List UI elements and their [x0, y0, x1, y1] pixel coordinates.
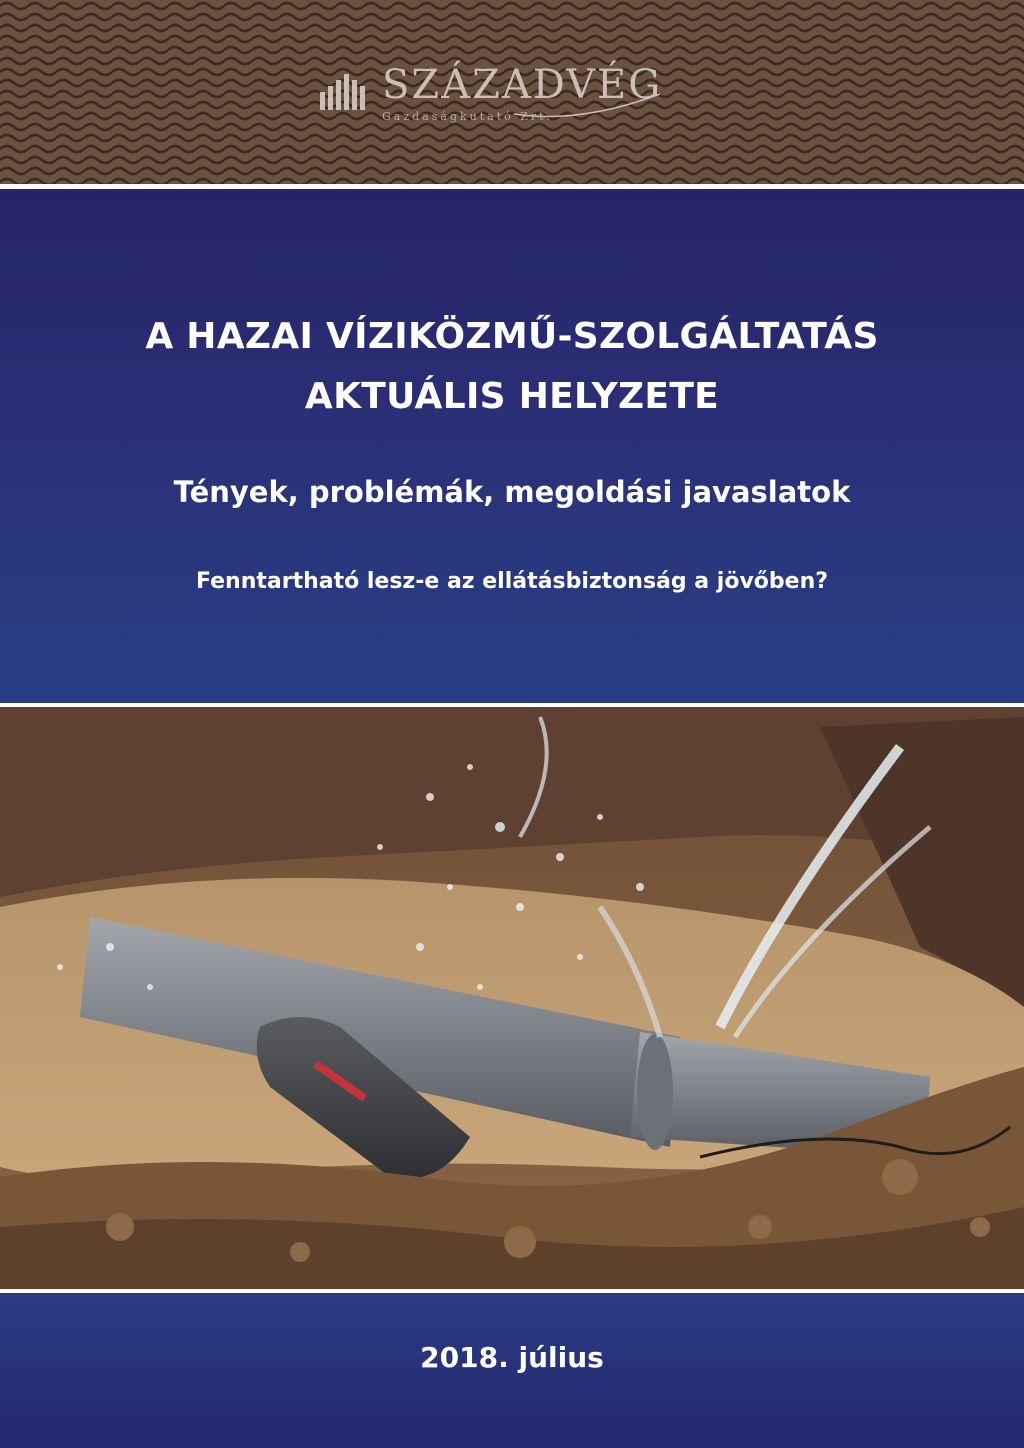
bar-chart-logo-icon [320, 74, 372, 110]
burst-water-pipe-photo [0, 707, 1024, 1289]
burst-pipe-illustration-icon [0, 707, 1024, 1289]
footer-band [0, 1293, 1024, 1448]
report-subtitle: Tények, problémák, megoldási javaslatok [173, 475, 851, 509]
company-logo [320, 62, 680, 132]
report-title [0, 307, 1024, 427]
publication-date: 2018. július [420, 1341, 604, 1374]
logo-swoosh-icon [510, 84, 670, 124]
logo-name: SZÁZADVÉG [382, 62, 663, 108]
title-band [0, 189, 1024, 703]
logo-tagline: Gazdaságkutató Zrt. [382, 110, 554, 123]
title-line-1: A HAZAI VÍZIKÖZMŰ-SZOLGÁLTATÁS [145, 316, 879, 357]
report-question: Fenntartható lesz-e az ellátásbiztonság a jövőben? [195, 569, 829, 594]
header-band [0, 0, 1024, 184]
title-line-2: AKTUÁLIS HELYZETE [304, 376, 720, 417]
